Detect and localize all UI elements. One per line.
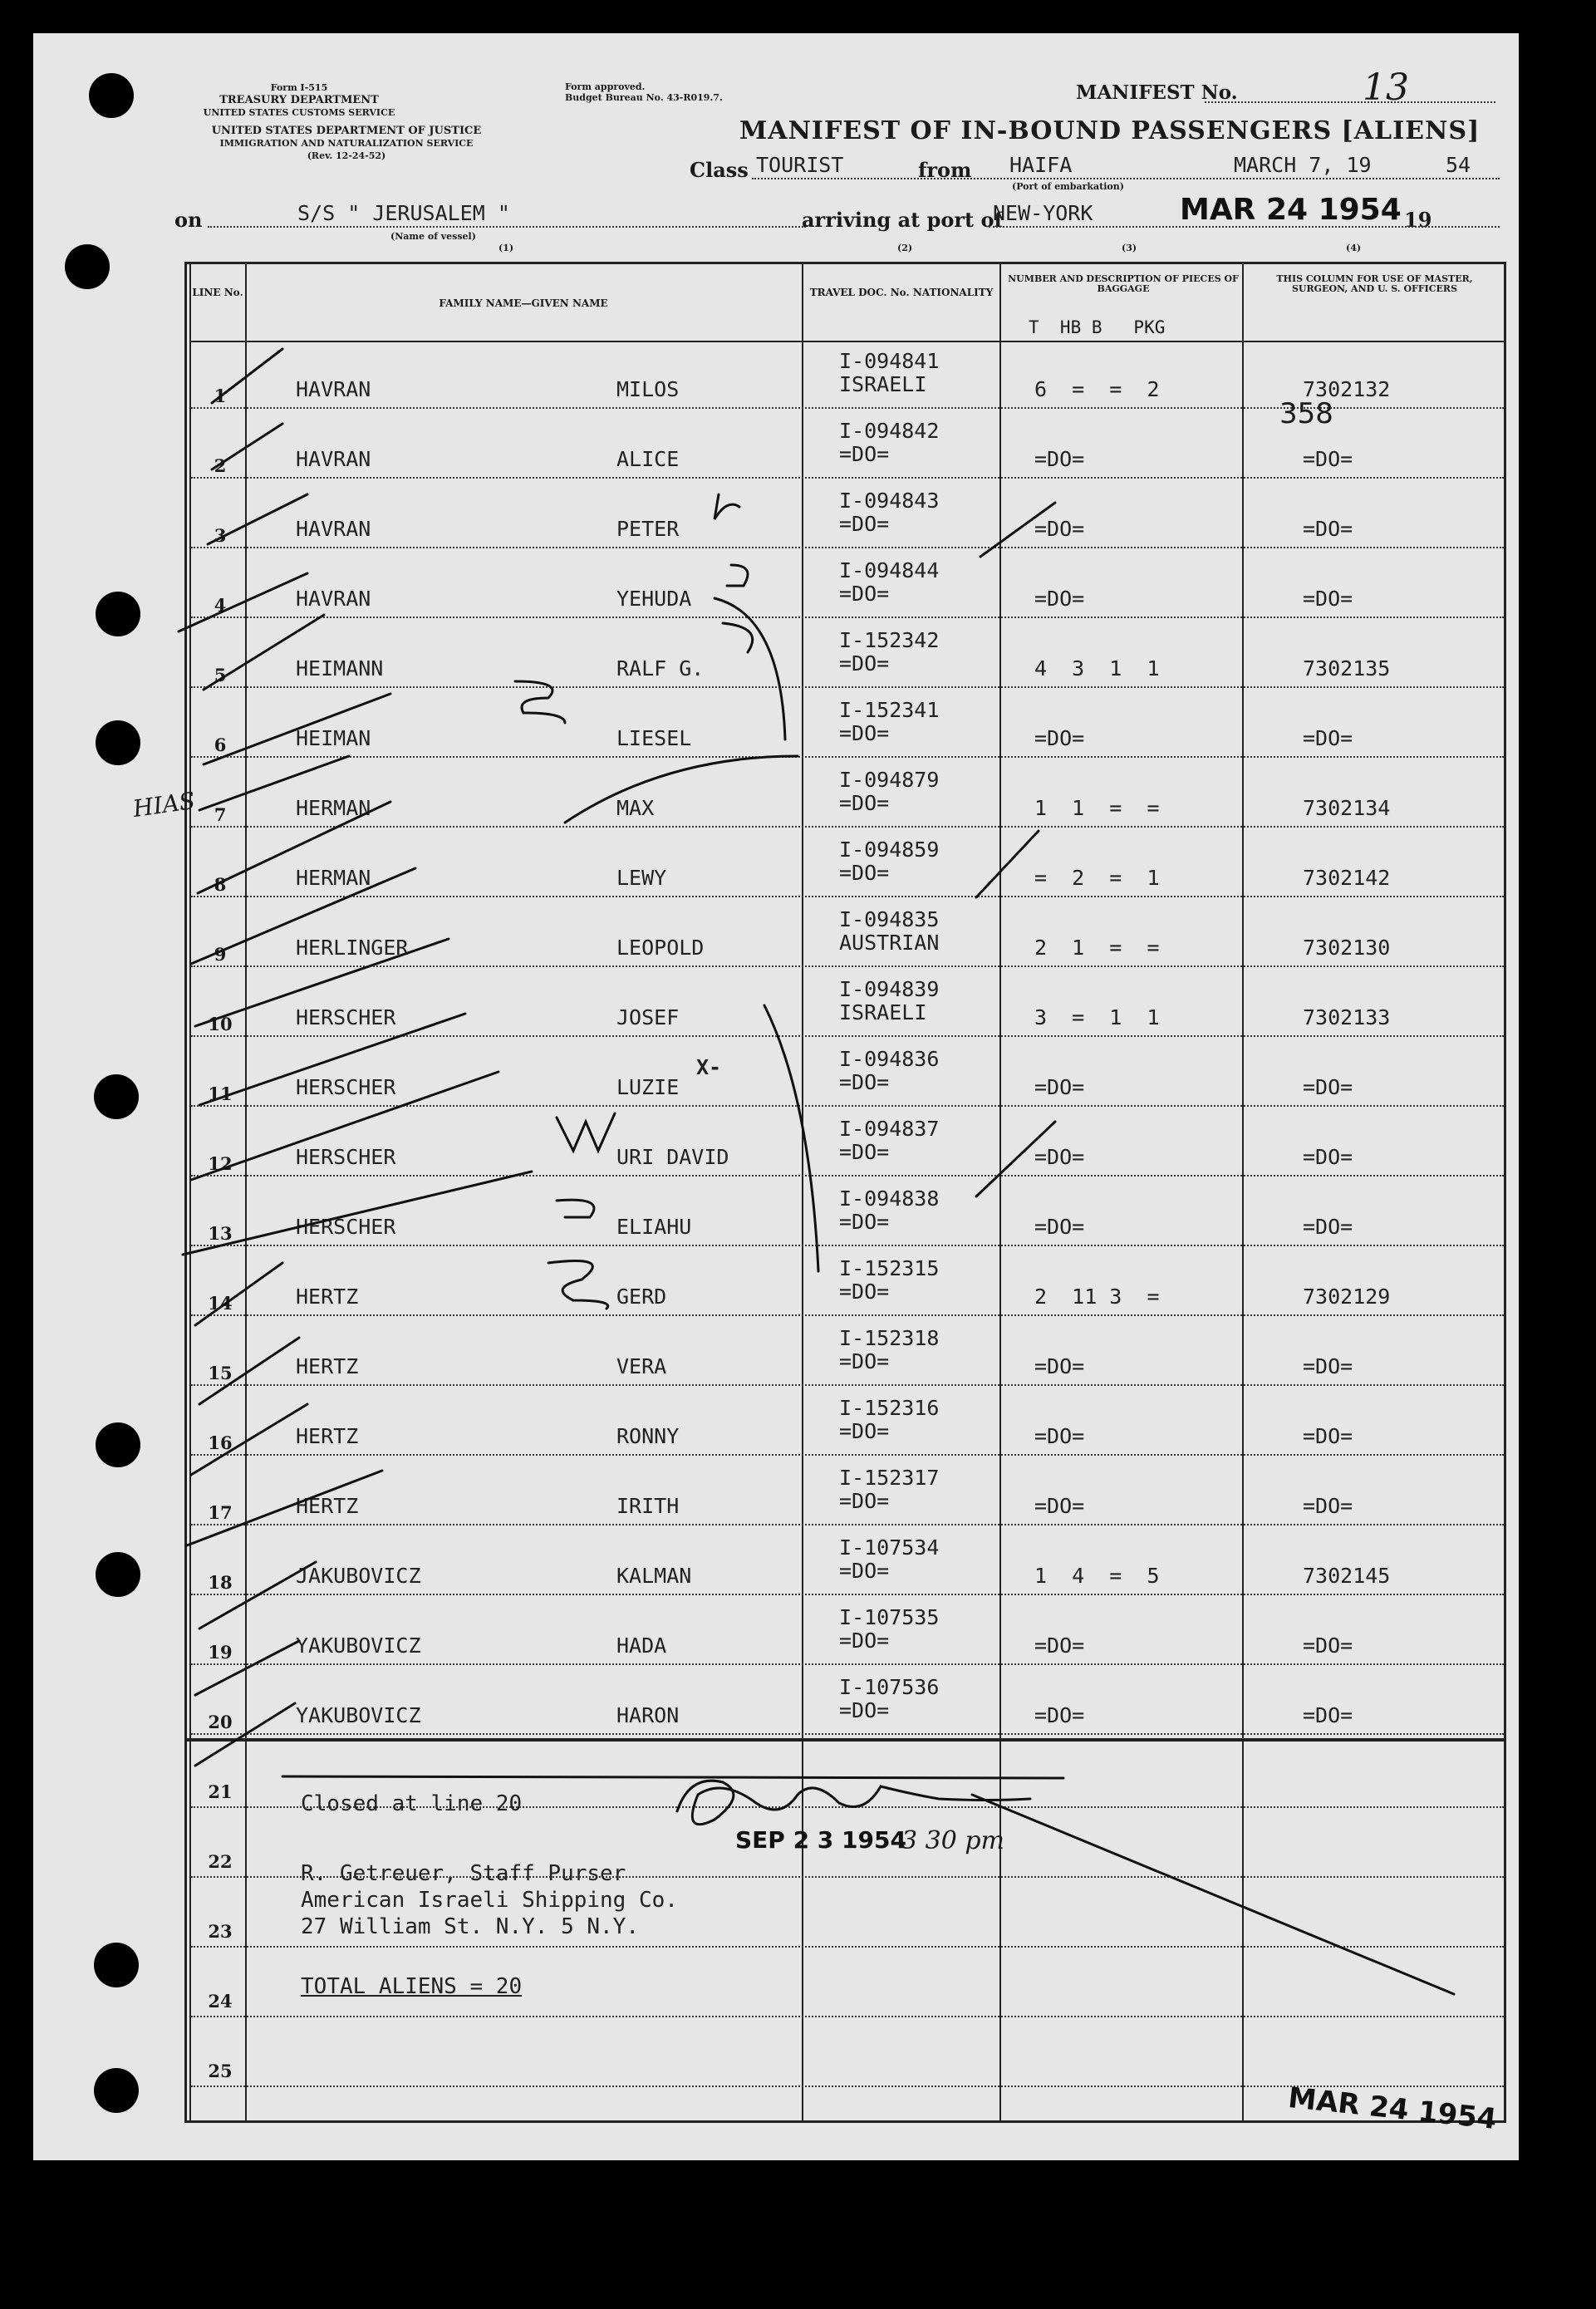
line-number: 16: [208, 1432, 233, 1453]
table-row: [33, 1388, 1519, 1457]
nationality: =DO=: [839, 861, 890, 885]
line-number: 25: [208, 2061, 233, 2081]
row-rule: [191, 1105, 1504, 1107]
company-address: 27 William St. N.Y. 5 N.Y.: [301, 1914, 639, 1939]
table-row: [33, 1248, 1519, 1318]
nationality: =DO=: [839, 1140, 890, 1164]
family-name: HERTZ: [296, 1494, 359, 1518]
travel-doc-number: I-094842: [839, 419, 940, 443]
nationality: ISRAELI: [839, 1000, 927, 1024]
travel-doc-number: I-094835: [839, 907, 940, 931]
form-header-left: [158, 81, 440, 119]
line-number: 3: [214, 525, 227, 546]
closing-separator: [184, 1738, 1505, 1742]
nationality: =DO=: [839, 582, 890, 606]
row-rule: [191, 1314, 1504, 1316]
row-rule: [191, 2016, 1504, 2017]
baggage-count: =DO=: [1034, 726, 1085, 750]
nationality: =DO=: [839, 651, 890, 676]
baggage-count: 3 = 1 1: [1034, 1005, 1160, 1029]
travel-doc-number: I-107535: [839, 1605, 940, 1629]
table-row: [33, 1457, 1519, 1527]
nationality: =DO=: [839, 1489, 890, 1513]
given-name: LIESEL: [616, 726, 692, 750]
line-number: 23: [208, 1921, 233, 1942]
travel-doc-number: I-094837: [839, 1117, 940, 1141]
table-row: [33, 480, 1519, 550]
binder-hole: [94, 1943, 139, 1987]
manifest-sheet: [33, 33, 1519, 2160]
row-rule: [191, 477, 1504, 479]
travel-doc-number: I-107534: [839, 1535, 940, 1560]
given-name: LEWY: [616, 866, 667, 890]
officer-code: =DO=: [1303, 1703, 1353, 1727]
officer-code: =DO=: [1303, 517, 1353, 541]
row-rule: [191, 1946, 1504, 1948]
family-name: HERSCHER: [296, 1145, 396, 1169]
ins-service: IMMIGRATION AND NATURALIZATION SERVICE: [219, 138, 474, 149]
baggage-count: =DO=: [1034, 1424, 1085, 1448]
baggage-count: 2 1 = =: [1034, 936, 1160, 960]
budget-text: Budget Bureau No. 43-R019.7.: [565, 92, 723, 103]
line-number: 14: [208, 1293, 233, 1314]
line-number: 5: [214, 665, 227, 685]
line-number: 20: [208, 1712, 233, 1732]
line-number: 4: [214, 595, 227, 616]
line-number: 10: [208, 1014, 233, 1034]
closed-at-line: Closed at line 20: [301, 1791, 523, 1816]
family-name: HAVRAN: [296, 517, 371, 541]
note-358: 358: [1279, 397, 1333, 430]
line-number: 12: [208, 1153, 233, 1174]
baggage-count: 2 11 3 =: [1034, 1285, 1160, 1309]
on-label: on: [174, 208, 203, 232]
row-rule: [191, 756, 1504, 758]
family-name: JAKUBOVICZ: [296, 1564, 421, 1588]
table-row: [33, 1667, 1519, 1737]
table-row: [33, 550, 1519, 620]
given-name: LEOPOLD: [616, 936, 705, 960]
row-rule: [191, 1524, 1504, 1525]
class-line: [752, 178, 1500, 179]
officer-code: 7302135: [1303, 656, 1391, 680]
bottom-date-stamp: MAR 24 1954: [1286, 2081, 1499, 2137]
nationality: =DO=: [839, 721, 890, 745]
officer-code: =DO=: [1303, 1075, 1353, 1099]
row-rule: [191, 1035, 1504, 1037]
nationality: =DO=: [839, 1419, 890, 1443]
row-rule: [191, 826, 1504, 828]
nationality: ISRAELI: [839, 372, 927, 396]
given-name: ALICE: [616, 447, 680, 471]
officer-code: =DO=: [1303, 726, 1353, 750]
baggage-count: =DO=: [1034, 1145, 1085, 1169]
travel-doc-number: I-094838: [839, 1186, 940, 1211]
line-number: 21: [208, 1781, 233, 1802]
baggage-count: 6 = = 2: [1034, 377, 1160, 401]
vessel-caption: (Name of vessel): [390, 231, 476, 242]
nationality: =DO=: [839, 512, 890, 536]
given-name: URI DAVID: [616, 1145, 729, 1169]
col-header-travel-doc: TRAVEL DOC. No. NATIONALITY: [809, 287, 994, 298]
baggage-count: =DO=: [1034, 1633, 1085, 1658]
from-value: HAIFA: [1009, 153, 1073, 177]
officer-code: 7302145: [1303, 1564, 1391, 1588]
form-approved: [565, 81, 723, 103]
baggage-count: =DO=: [1034, 1354, 1085, 1378]
travel-doc-number: I-152316: [839, 1396, 940, 1420]
table-row: [33, 1108, 1519, 1178]
manifest-no-line: [1205, 101, 1495, 103]
given-name: HADA: [616, 1633, 667, 1658]
purser-name: R. Getreuer, Staff Purser: [301, 1861, 626, 1886]
binder-hole: [94, 2068, 139, 2113]
officer-code: 7302132: [1303, 377, 1391, 401]
officer-code: =DO=: [1303, 587, 1353, 611]
nationality: =DO=: [839, 442, 890, 466]
class-label: Class: [690, 158, 749, 182]
from-label: from: [918, 158, 972, 182]
travel-doc-number: I-094843: [839, 489, 940, 513]
binder-hole: [89, 73, 134, 118]
table-row: [33, 690, 1519, 759]
family-name: HAVRAN: [296, 447, 371, 471]
row-rule: [191, 617, 1504, 618]
table-row: [33, 1318, 1519, 1388]
family-name: HERMAN: [296, 866, 371, 890]
table-row: [33, 1039, 1519, 1108]
justice-dept: UNITED STATES DEPARTMENT OF JUSTICE: [211, 125, 482, 137]
officer-code: =DO=: [1303, 1354, 1353, 1378]
officer-code: =DO=: [1303, 1424, 1353, 1448]
port-value: NEW-YORK: [993, 201, 1093, 225]
baggage-count: =DO=: [1034, 1075, 1085, 1099]
line-number: 19: [208, 1642, 233, 1663]
baggage-count: 1 1 = =: [1034, 796, 1160, 820]
baggage-count: =DO=: [1034, 1494, 1085, 1518]
family-name: HERTZ: [296, 1424, 359, 1448]
caption-1: (1): [498, 243, 514, 253]
col-header-name: FAMILY NAME—GIVEN NAME: [439, 297, 608, 309]
family-name: HEIMAN: [296, 726, 371, 750]
table-row: [33, 1178, 1519, 1248]
given-name: MILOS: [616, 377, 680, 401]
travel-doc-number: I-107536: [839, 1675, 940, 1699]
form-header-justice: [168, 125, 525, 162]
family-name: HAVRAN: [296, 587, 371, 611]
travel-doc-number: I-094859: [839, 838, 940, 862]
vessel-value: S/S " JERUSALEM ": [297, 201, 510, 225]
travel-doc-number: I-152341: [839, 698, 940, 722]
x-mark: X-: [696, 1055, 722, 1079]
baggage-count: =DO=: [1034, 1215, 1085, 1239]
page-title: MANIFEST OF IN-BOUND PASSENGERS [ALIENS]: [739, 116, 1481, 145]
line-number: 7: [214, 804, 227, 825]
line-number: 22: [208, 1851, 233, 1872]
total-aliens: TOTAL ALIENS = 20: [301, 1974, 523, 1999]
port-line: [989, 226, 1500, 228]
family-name: HERTZ: [296, 1285, 359, 1309]
baggage-count: =DO=: [1034, 517, 1085, 541]
row-rule: [191, 1384, 1504, 1386]
travel-doc-number: I-094841: [839, 349, 940, 373]
travel-doc-number: I-094839: [839, 977, 940, 1001]
line-number: 2: [214, 455, 227, 476]
table-row: [33, 899, 1519, 969]
nationality: =DO=: [839, 1210, 890, 1234]
family-name: HERTZ: [296, 1354, 359, 1378]
nationality: =DO=: [839, 1280, 890, 1304]
arriving-label: arriving at port of: [802, 208, 1003, 232]
line-number: 11: [208, 1083, 233, 1104]
given-name: RONNY: [616, 1424, 680, 1448]
caption-3: (3): [1122, 243, 1137, 253]
embark-caption: (Port of embarkation): [1012, 181, 1124, 192]
date-value: MARCH 7, 19: [1234, 153, 1372, 177]
family-name: HERLINGER: [296, 936, 409, 960]
binder-hole: [65, 244, 110, 289]
family-name: YAKUBOVICZ: [296, 1703, 421, 1727]
table-row: [33, 829, 1519, 899]
family-name: YAKUBOVICZ: [296, 1633, 421, 1658]
baggage-count: =DO=: [1034, 1703, 1085, 1727]
row-rule: [191, 1454, 1504, 1456]
line-number: 6: [214, 734, 227, 755]
given-name: HARON: [616, 1703, 680, 1727]
manifest-no-label: MANIFEST No.: [1076, 81, 1238, 104]
baggage-count: 4 3 1 1: [1034, 656, 1160, 680]
col-header-officers: THIS COLUMN FOR USE OF MASTER, SURGEON, AND U. S. OFFICERS: [1276, 273, 1473, 294]
sep-date-stamp: SEP 2 3 1954: [735, 1826, 906, 1854]
family-name: HERSCHER: [296, 1005, 396, 1029]
travel-doc-number: I-152315: [839, 1256, 940, 1280]
row-rule: [191, 547, 1504, 548]
row-rule: [191, 1245, 1504, 1246]
customs-service: UNITED STATES CUSTOMS SERVICE: [203, 107, 395, 118]
shipping-company: American Israeli Shipping Co.: [301, 1888, 678, 1913]
line-number: 1: [214, 386, 227, 406]
given-name: JOSEF: [616, 1005, 680, 1029]
row-rule: [191, 965, 1504, 967]
table-row: [33, 620, 1519, 690]
travel-doc-number: I-152317: [839, 1466, 940, 1490]
line-number: 17: [208, 1502, 233, 1523]
family-name: HERMAN: [296, 796, 371, 820]
table-row: [33, 969, 1519, 1039]
nationality: =DO=: [839, 1070, 890, 1094]
family-name: HAVRAN: [296, 377, 371, 401]
line-number: 18: [208, 1572, 233, 1593]
line-number: 13: [208, 1223, 233, 1244]
baggage-count: =DO=: [1034, 587, 1085, 611]
officer-code: =DO=: [1303, 1145, 1353, 1169]
caption-2: (2): [897, 243, 913, 253]
given-name: VERA: [616, 1354, 667, 1378]
row-rule: [191, 1663, 1504, 1665]
row-rule: [191, 896, 1504, 897]
table-row: [33, 759, 1519, 829]
approved-text: Form approved.: [565, 81, 646, 92]
col-header-baggage-types: T HB B PKG: [1029, 317, 1166, 337]
given-name: IRITH: [616, 1494, 680, 1518]
nationality: =DO=: [839, 1349, 890, 1373]
given-name: ELIAHU: [616, 1215, 692, 1239]
travel-doc-number: I-152318: [839, 1326, 940, 1350]
baggage-count: 1 4 = 5: [1034, 1564, 1160, 1588]
table-top-border: [184, 262, 1505, 264]
row-rule: [191, 1733, 1504, 1735]
time-note: 3 30 pm: [901, 1826, 1004, 1855]
row-rule: [191, 1594, 1504, 1595]
officer-code: 7302130: [1303, 936, 1391, 960]
given-name: PETER: [616, 517, 680, 541]
table-bottom-border: [184, 2120, 1505, 2123]
given-name: GERD: [616, 1285, 667, 1309]
officer-code: =DO=: [1303, 447, 1353, 471]
officer-code: =DO=: [1303, 1494, 1353, 1518]
nationality: =DO=: [839, 1559, 890, 1583]
manifest-no-value: 13: [1363, 66, 1409, 109]
col-header-line-no: LINE No.: [192, 287, 243, 298]
margin-note-hias: HIAS: [131, 786, 197, 823]
travel-doc-number: I-094836: [839, 1047, 940, 1071]
line-number: 15: [208, 1363, 233, 1383]
arrival-date-stamp: MAR 24 1954: [1180, 193, 1402, 227]
baggage-count: =DO=: [1034, 447, 1085, 471]
given-name: KALMAN: [616, 1564, 692, 1588]
form-number: Form I-515: [270, 82, 328, 93]
officer-code: 7302133: [1303, 1005, 1391, 1029]
line-number: 8: [214, 874, 227, 895]
officer-code: =DO=: [1303, 1633, 1353, 1658]
nationality: =DO=: [839, 1629, 890, 1653]
table-row: [33, 1597, 1519, 1667]
given-name: RALF G.: [616, 656, 705, 680]
family-name: HERSCHER: [296, 1215, 396, 1239]
officer-code: =DO=: [1303, 1215, 1353, 1239]
given-name: YEHUDA: [616, 587, 692, 611]
row-rule: [191, 686, 1504, 688]
baggage-count: = 2 = 1: [1034, 866, 1160, 890]
vessel-line: [208, 226, 806, 228]
row-rule: [191, 1175, 1504, 1177]
travel-doc-number: I-094844: [839, 558, 940, 582]
nationality: =DO=: [839, 1698, 890, 1722]
family-name: HEIMANN: [296, 656, 384, 680]
col-header-baggage: NUMBER AND DESCRIPTION OF PIECES OF BAGGAGE: [1008, 273, 1239, 294]
officer-code: 7302142: [1303, 866, 1391, 890]
nationality: AUSTRIAN: [839, 931, 940, 955]
given-name: MAX: [616, 796, 655, 820]
line-number: 9: [214, 944, 227, 965]
revision-date: (Rev. 12-24-52): [307, 150, 386, 161]
caption-4: (4): [1346, 243, 1362, 253]
year-suffix: 19: [1404, 208, 1432, 232]
travel-doc-number: I-152342: [839, 628, 940, 652]
table-row: [33, 1527, 1519, 1597]
class-value: TOURIST: [756, 153, 844, 177]
year-value: 54: [1446, 153, 1471, 177]
travel-doc-number: I-094879: [839, 768, 940, 792]
treasury-dept: TREASURY DEPARTMENT: [219, 94, 379, 106]
line-number: 24: [208, 1991, 233, 2012]
nationality: =DO=: [839, 791, 890, 815]
officer-code: 7302134: [1303, 796, 1391, 820]
family-name: HERSCHER: [296, 1075, 396, 1099]
officer-code: 7302129: [1303, 1285, 1391, 1309]
given-name: LUZIE: [616, 1075, 680, 1099]
